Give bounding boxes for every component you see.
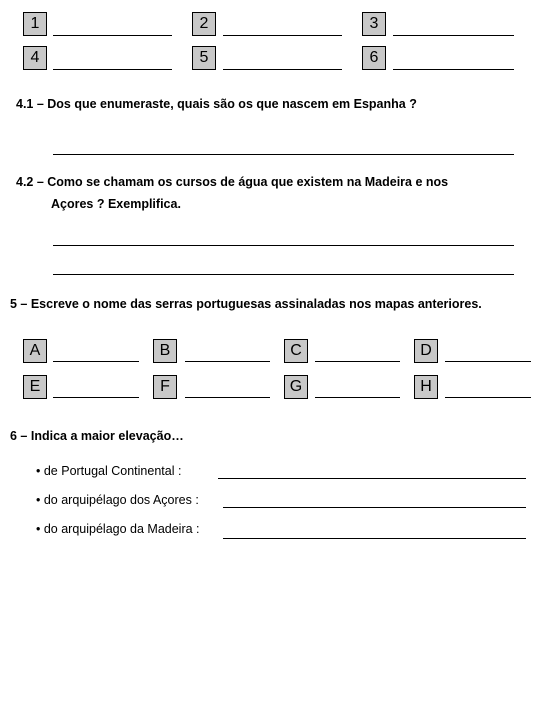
letter-box-g: G	[284, 375, 308, 399]
number-box-2: 2	[192, 12, 216, 36]
answer-line-4[interactable]	[53, 69, 172, 70]
number-box-1: 1	[23, 12, 47, 36]
answer-line-5[interactable]	[223, 69, 342, 70]
letter-box-e: E	[23, 375, 47, 399]
answer-line-d[interactable]	[445, 361, 531, 362]
answer-line-acores[interactable]	[223, 507, 526, 508]
answer-line-h[interactable]	[445, 397, 531, 398]
answer-line-4-2-a[interactable]	[53, 245, 514, 246]
question-4-1: 4.1 – Dos que enumeraste, quais são os que nascem em Espanha ?	[16, 97, 417, 111]
question-4-2: 4.2 – Como se chamam os cursos de água que existem na Madeira e nos	[16, 175, 449, 189]
answer-line-4-2-b[interactable]	[53, 274, 514, 275]
answer-line-c[interactable]	[315, 361, 400, 362]
question-6: 6 – Indica a maior elevação…	[10, 429, 184, 443]
answer-line-4-1[interactable]	[53, 154, 514, 155]
letter-box-d: D	[414, 339, 438, 363]
answer-line-f[interactable]	[185, 397, 270, 398]
number-box-5: 5	[192, 46, 216, 70]
answer-line-3[interactable]	[393, 35, 514, 36]
answer-line-portugal-continental[interactable]	[218, 478, 526, 479]
number-box-6: 6	[362, 46, 386, 70]
answer-line-1[interactable]	[53, 35, 172, 36]
question-4-2-continued: Açores ? Exemplifica.	[51, 197, 181, 211]
number-box-3: 3	[362, 12, 386, 36]
item-madeira: • do arquipélago da Madeira :	[36, 522, 200, 536]
answer-line-madeira[interactable]	[223, 538, 526, 539]
answer-line-a[interactable]	[53, 361, 139, 362]
answer-line-6[interactable]	[393, 69, 514, 70]
letter-box-f: F	[153, 375, 177, 399]
answer-line-e[interactable]	[53, 397, 139, 398]
number-box-4: 4	[23, 46, 47, 70]
item-portugal-continental: • de Portugal Continental :	[36, 464, 182, 478]
letter-box-c: C	[284, 339, 308, 363]
answer-line-g[interactable]	[315, 397, 400, 398]
question-5: 5 – Escreve o nome das serras portuguesas assinaladas nos mapas anteriores.	[10, 297, 482, 311]
answer-line-b[interactable]	[185, 361, 270, 362]
letter-box-a: A	[23, 339, 47, 363]
item-acores: • do arquipélago dos Açores :	[36, 493, 199, 507]
letter-box-h: H	[414, 375, 438, 399]
letter-box-b: B	[153, 339, 177, 363]
answer-line-2[interactable]	[223, 35, 342, 36]
